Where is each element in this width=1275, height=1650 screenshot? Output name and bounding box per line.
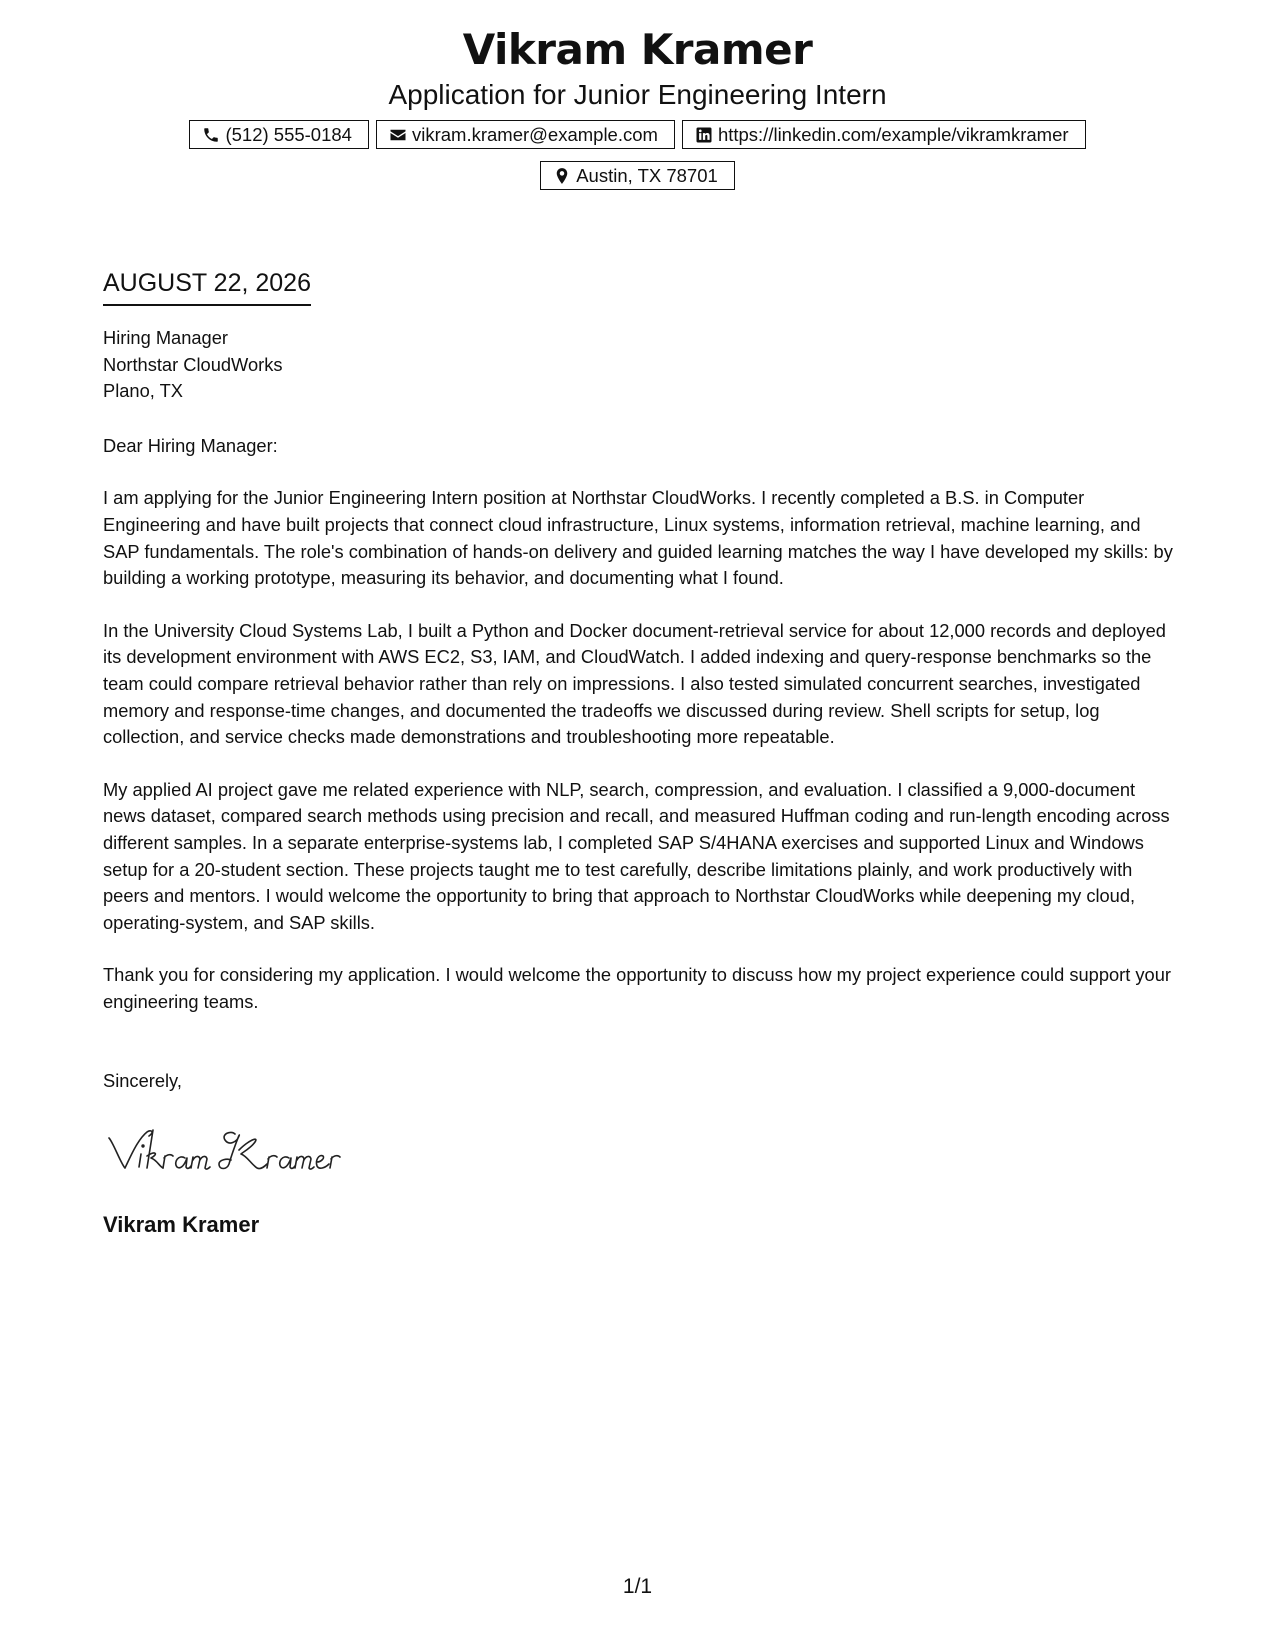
map-pin-icon (553, 167, 571, 185)
contact-bar (158, 120, 1118, 190)
linkedin-text: https://linkedin.com/example/vikramkramer (717, 124, 1069, 145)
letter-header (0, 22, 1275, 190)
page-number: 1/1 (622, 1575, 653, 1598)
paragraph-cloud-lab: In the University Cloud Systems Lab, I built a Python and Docker document-retrieval service for about 12,000 records and deployed its development environment with AWS EC2, S3, IAM, and CloudWatch. I added indexing and query-response benchmarks so the team could compare retrieval behavior rather than rely on impressions. I also tested simulated concurrent searches, investigated memory and response-time changes, and documented the tradeoffs we discussed during review. Shell scripts for setup, log collection, and service checks made demonstrations and troubleshooting more repeatable. (103, 619, 1166, 748)
envelope-icon (389, 126, 407, 144)
location-text: Austin, TX 78701 (576, 165, 718, 186)
letter-body (103, 325, 1178, 1015)
contact-email[interactable] (376, 120, 675, 149)
handwritten-signature (103, 1120, 368, 1180)
paragraph-thanks: Thank you for considering my application. I would welcome the opportunity to discuss how my project experience could support your engineering teams. (103, 964, 1171, 1012)
application-title: Application for Junior Engineering Intern (388, 79, 887, 110)
paragraph-applied-ai: My applied AI project gave me related experience with NLP, search, compression, and evaluation. I classified a 9,000-document news dataset, compared search methods using precision and recall, and measured Huffman coding and run-length encoding across different samples. In a separate enterprise-systems lab, I completed SAP S/4HANA exercises and supported Linux and Windows setup for a 20-student section. These projects taught me to test carefully, describe limitations plainly, and work productively with peers and mentors. I would welcome the opportunity to bring that approach to Northstar CloudWorks while deepening my cloud, operating-system, and SAP skills. (103, 778, 1170, 933)
letter-date: AUGUST 22, 2026 (103, 266, 311, 306)
applicant-name: Vikram Kramer (462, 25, 813, 74)
email-text: vikram.kramer@example.com (411, 124, 658, 145)
recipient-company: Northstar CloudWorks (103, 353, 283, 375)
recipient-location: Plano, TX (103, 380, 183, 402)
phone-text: (512) 555-0184 (225, 124, 352, 145)
paragraph-intro: I am applying for the Junior Engineering Intern position at Northstar CloudWorks. I recently completed a B.S. in Computer Engineering and have built projects that connect cloud infrastructure, Linux systems, information retrieval, machine learning, and SAP fundamentals. The role's combination of hands-on delivery and guided learning matches the way I have developed my skills: by building a working prototype, measuring its behavior, and documenting what I found. (103, 487, 1173, 589)
phone-icon (202, 126, 220, 144)
contact-linkedin[interactable] (682, 120, 1086, 149)
contact-location (540, 161, 735, 190)
contact-phone[interactable] (189, 120, 369, 149)
linkedin-icon (695, 126, 713, 144)
recipient-title: Hiring Manager (103, 327, 228, 348)
recipient-block (103, 325, 1178, 405)
salutation: Dear Hiring Manager: (103, 434, 278, 456)
closing: Sincerely, (103, 1070, 182, 1091)
signer-name: Vikram Kramer (103, 1212, 260, 1237)
